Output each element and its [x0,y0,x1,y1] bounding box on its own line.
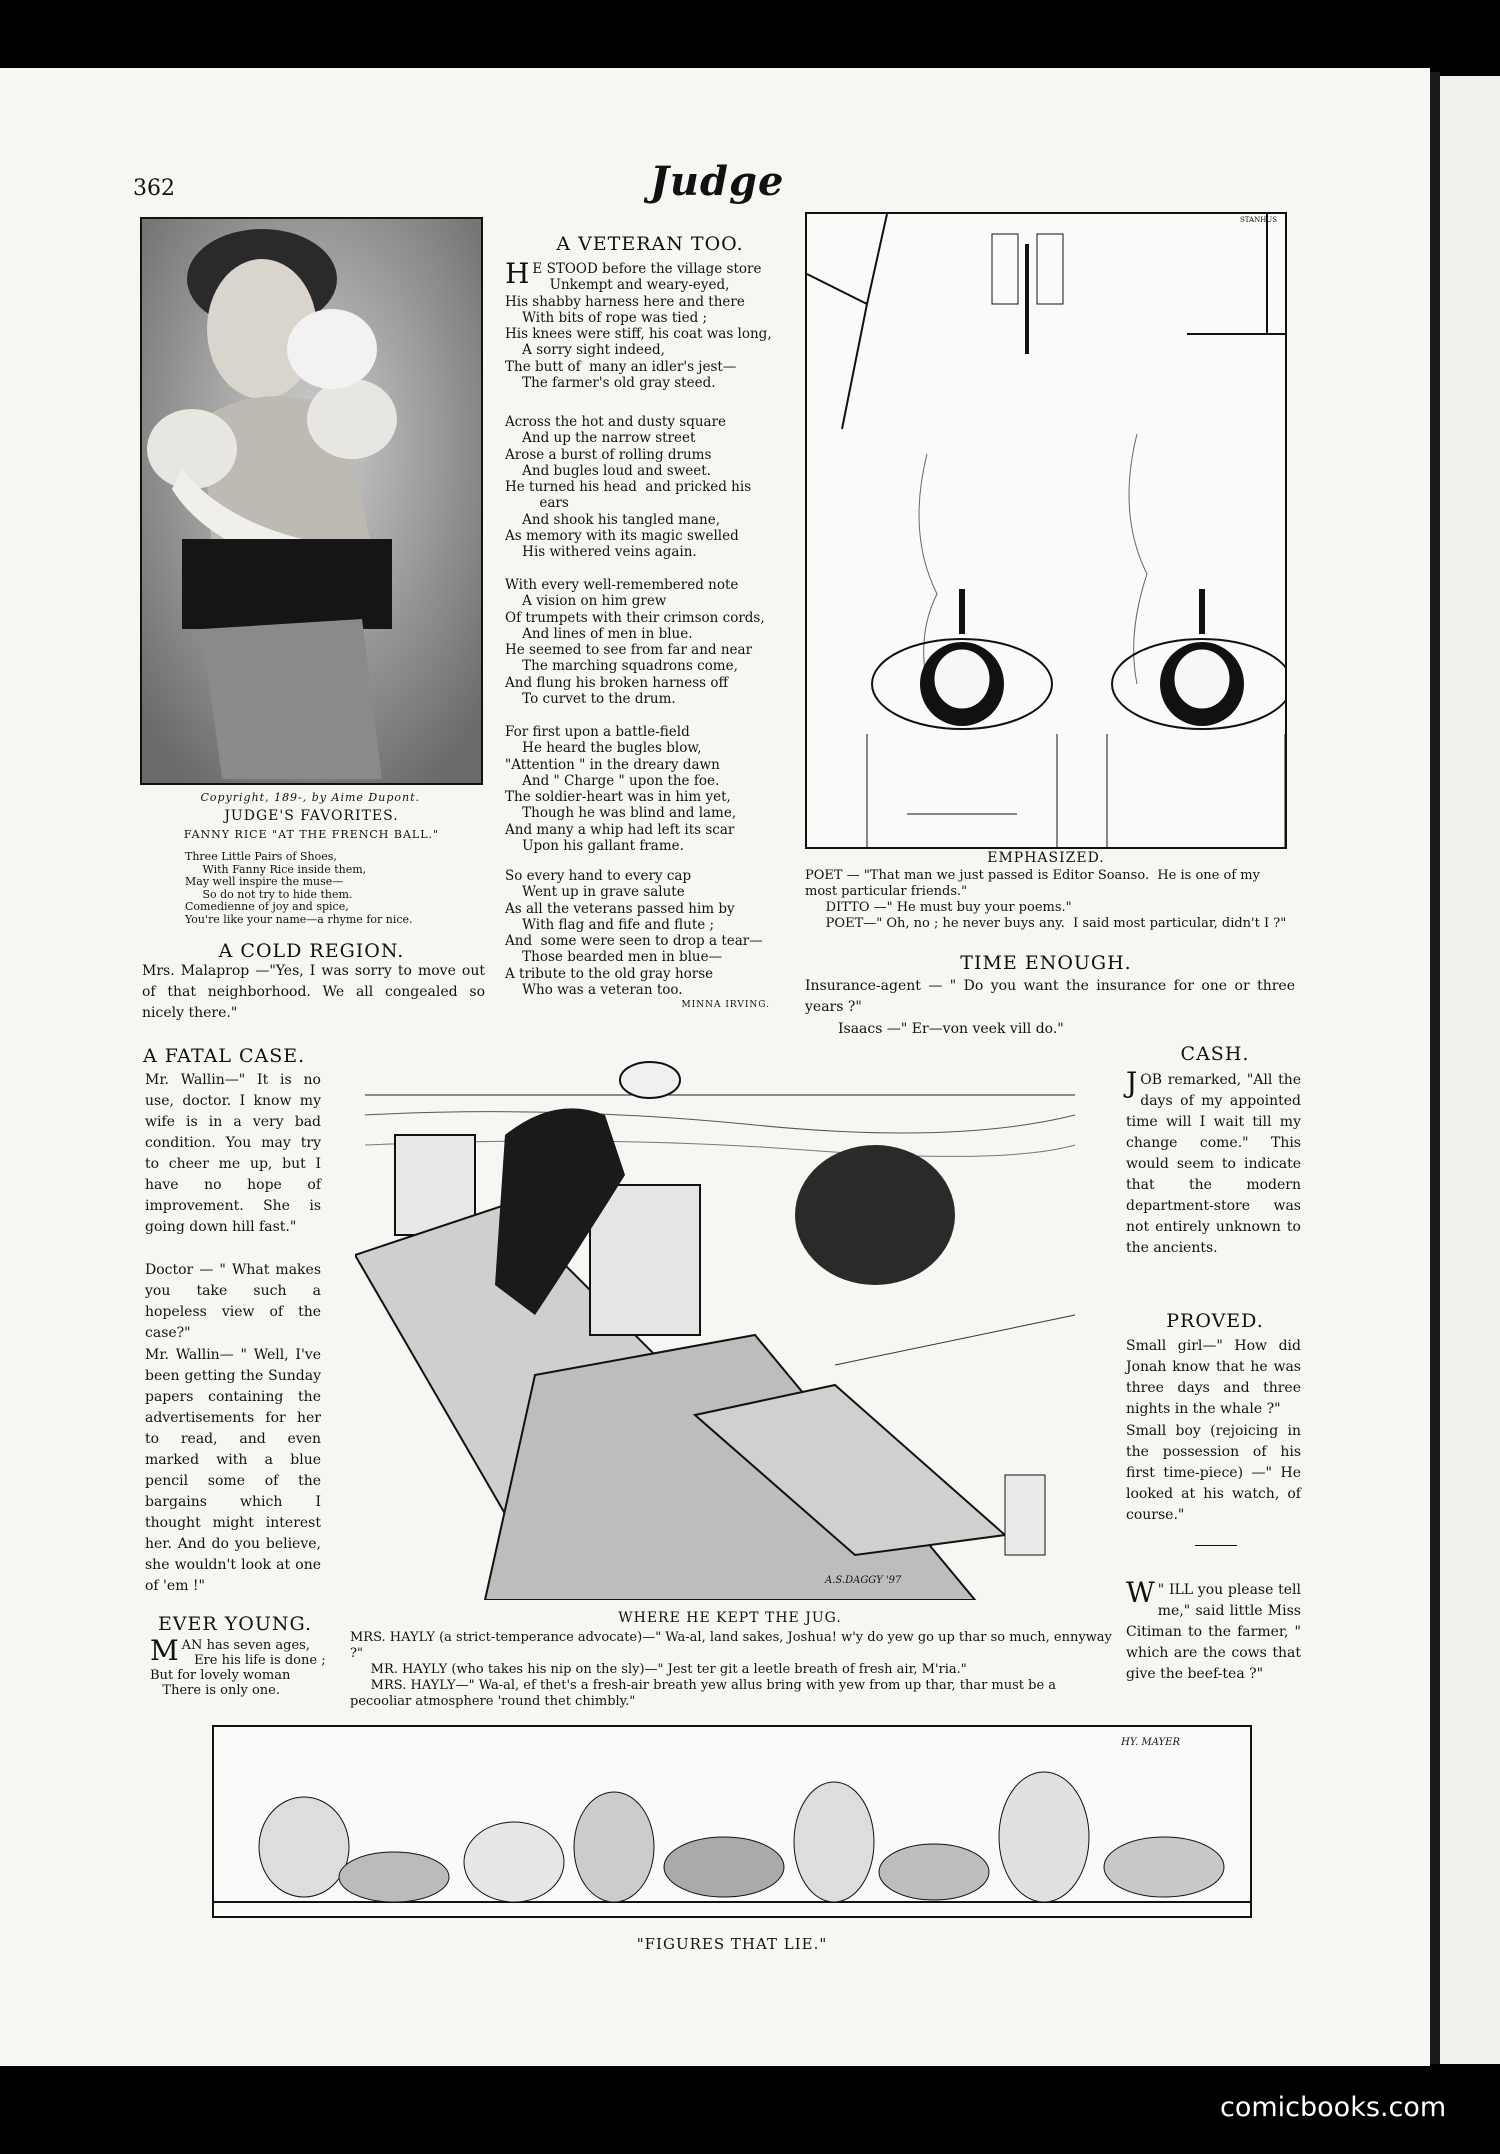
time-enough-line-2: Isaacs —" Er—von veek vill do." [838,1021,1064,1037]
cash-text [1126,1066,1301,1259]
emphasized-title: EMPHASIZED. [987,850,1105,866]
figures-caption: "FIGURES THAT LIE." [636,1935,828,1953]
veteran-stanza-2: Across the hot and dusty square And up the narrow street Arose a burst of rolling drums And bugles loud and sweet. He turned his head and pricked his ears And shook his tangled mane, As memory with its magic swelled His withered veins again. [505,414,752,561]
ever-young-poem [150,1634,330,1698]
photo-title: JUDGE'S FAVORITES. [224,808,399,824]
cold-region-text: Mrs. Malaprop —"Yes, I was sorry to move out of that neighborhood. We all congealed so nicely there." [142,963,485,1021]
masthead: Judge [650,158,785,205]
beef-tea-dropcap: W [1126,1576,1155,1609]
cash-body: OB remarked, "All the days of my appointed time will I wait till my change come." This would seem to indicate that the modern department-store was not entirely unknown to the ancients. [1126,1072,1301,1256]
veteran-poem [505,257,795,392]
proved-title: PROVED. [1166,1310,1264,1332]
photo-verse: Three Little Pairs of Shoes, With Fanny Rice inside them, May well inspire the muse— So do not try to hide them. Comedienne of joy and spice, You're like your name—a rhyme for nice. [185,850,413,926]
fatal-case-p2: Doctor — " What makes you take such a hopeless view of the case?" [145,1262,321,1341]
figures-signature: HY. MAYER [1121,1737,1180,1748]
page-number: 362 [133,176,175,201]
binding-gutter [1430,72,1440,2064]
veteran-stanza-3: With every well-remembered note A vision on him grew Of trumpets with their crimson cords, And lines of men in blue. He seemed to see from far and near The marching squadrons come, And flung his broken harness off To curvet to the drum. [505,577,765,708]
next-page-edge [1440,76,1500,2064]
watermark: comicbooks.com [1220,2092,1447,2123]
portrait-photo [140,217,483,785]
photo-subtitle: FANNY RICE "AT THE FRENCH BALL." [183,828,440,841]
beef-tea-body: " ILL you please tell me," said little Miss Citiman to the farmer, " which are the cows that give the beef-tea ?" [1126,1582,1301,1682]
cash-dropcap: J [1126,1066,1138,1099]
photo-copyright: Copyright, 189-, by Aime Dupont. [200,791,420,804]
proved-p1: Small girl—" How did Jonah know that he was three days and three nights in the whale ?" [1126,1338,1301,1417]
fatal-case-p3: Mr. Wallin— " Well, I've been getting the Sunday papers containing the advertisements for her to read, and even marked with a blue pencil some of the bargains which I thought might interest her. And do you believe, she wouldn't look at one of 'em !" [145,1347,321,1594]
ever-young-text: AN has seven ages, Ere his life is done ; But for lovely woman There is only one. [150,1638,326,1698]
cartoon-illustration [355,1055,1115,1600]
time-enough-line-1: Insurance-agent — " Do you want the insurance for one or three years ?" [805,978,1295,1015]
cartoon-signature: A.S.DAGGY '97 [825,1575,902,1586]
veteran-stanza-5: So every hand to every cap Went up in grave salute As all the veterans passed him by With flag and fife and flute ; And some were seen to drop a tear— Those bearded men in blue— A tribute to the old gray horse Who was a veteran too. [505,868,763,999]
ever-young-dropcap: M [150,1634,179,1667]
veteran-dropcap: H [505,257,530,290]
cartoon-text: MRS. HAYLY (a strict-temperance advocate)—" Wa-al, land sakes, Joshua! w'y do yew go up thar so much, ennyway ?" MR. HAYLY (who takes his nip on the sly)—" Jest ter git a leetle breath of fresh air, M'ria." MRS. HAYLY—" Wa-al, ef thet's a fresh-air breath yew allus bring with yew from up thar, thar must be a pecooliar atmosphere 'round thet chimbly." [350,1630,1112,1709]
cartoon-title: WHERE HE KEPT THE JUG. [618,1610,842,1626]
cash-title: CASH. [1180,1043,1250,1065]
veteran-stanza-4: For first upon a battle-field He heard the bugles blow, "Attention " in the dreary dawn And " Charge " upon the foe. The soldier-heart was in him yet, Though he was blind and lame, And many a whip had left its scar Upon his gallant frame. [505,724,737,855]
cold-region-title: A COLD REGION. [218,940,405,962]
ever-young-title: EVER YOUNG. [157,1613,313,1635]
time-enough-title: TIME ENOUGH. [960,952,1132,974]
figures-illustration [212,1725,1252,1918]
proved-p2: Small boy (rejoicing in the possession of his first time-piece) —" He looked at his watch, of course." [1126,1423,1301,1523]
emphasized-artist: STANHUS [1239,216,1277,224]
divider [1195,1545,1237,1546]
beef-tea-text [1126,1576,1301,1685]
veteran-stanza-1: E STOOD before the village store Unkempt and weary-eyed, His shabby harness here and there With bits of rope was tied ; His knees were stiff, his coat was long, A sorry sight indeed, The butt of many an idler's jest— The farmer's old gray steed. [505,261,772,392]
fatal-case-title: A FATAL CASE. [143,1045,306,1067]
fatal-case-p1: Mr. Wallin—" It is no use, doctor. I know my wife is in a very bad condition. You may try to cheer me up, but I have no hope of improvement. She is going down hill fast." [145,1072,321,1235]
emphasized-illustration [805,212,1287,849]
emphasized-text: POET — "That man we just passed is Editor Soanso. He is one of my most particular friends." DITTO —" He must buy your poems." POET—" Oh, no ; he never buys any. I said most particular, didn't I ?" [805,868,1287,931]
veteran-title: A VETERAN TOO. [556,233,744,255]
veteran-author: MINNA IRVING. [681,1000,770,1010]
